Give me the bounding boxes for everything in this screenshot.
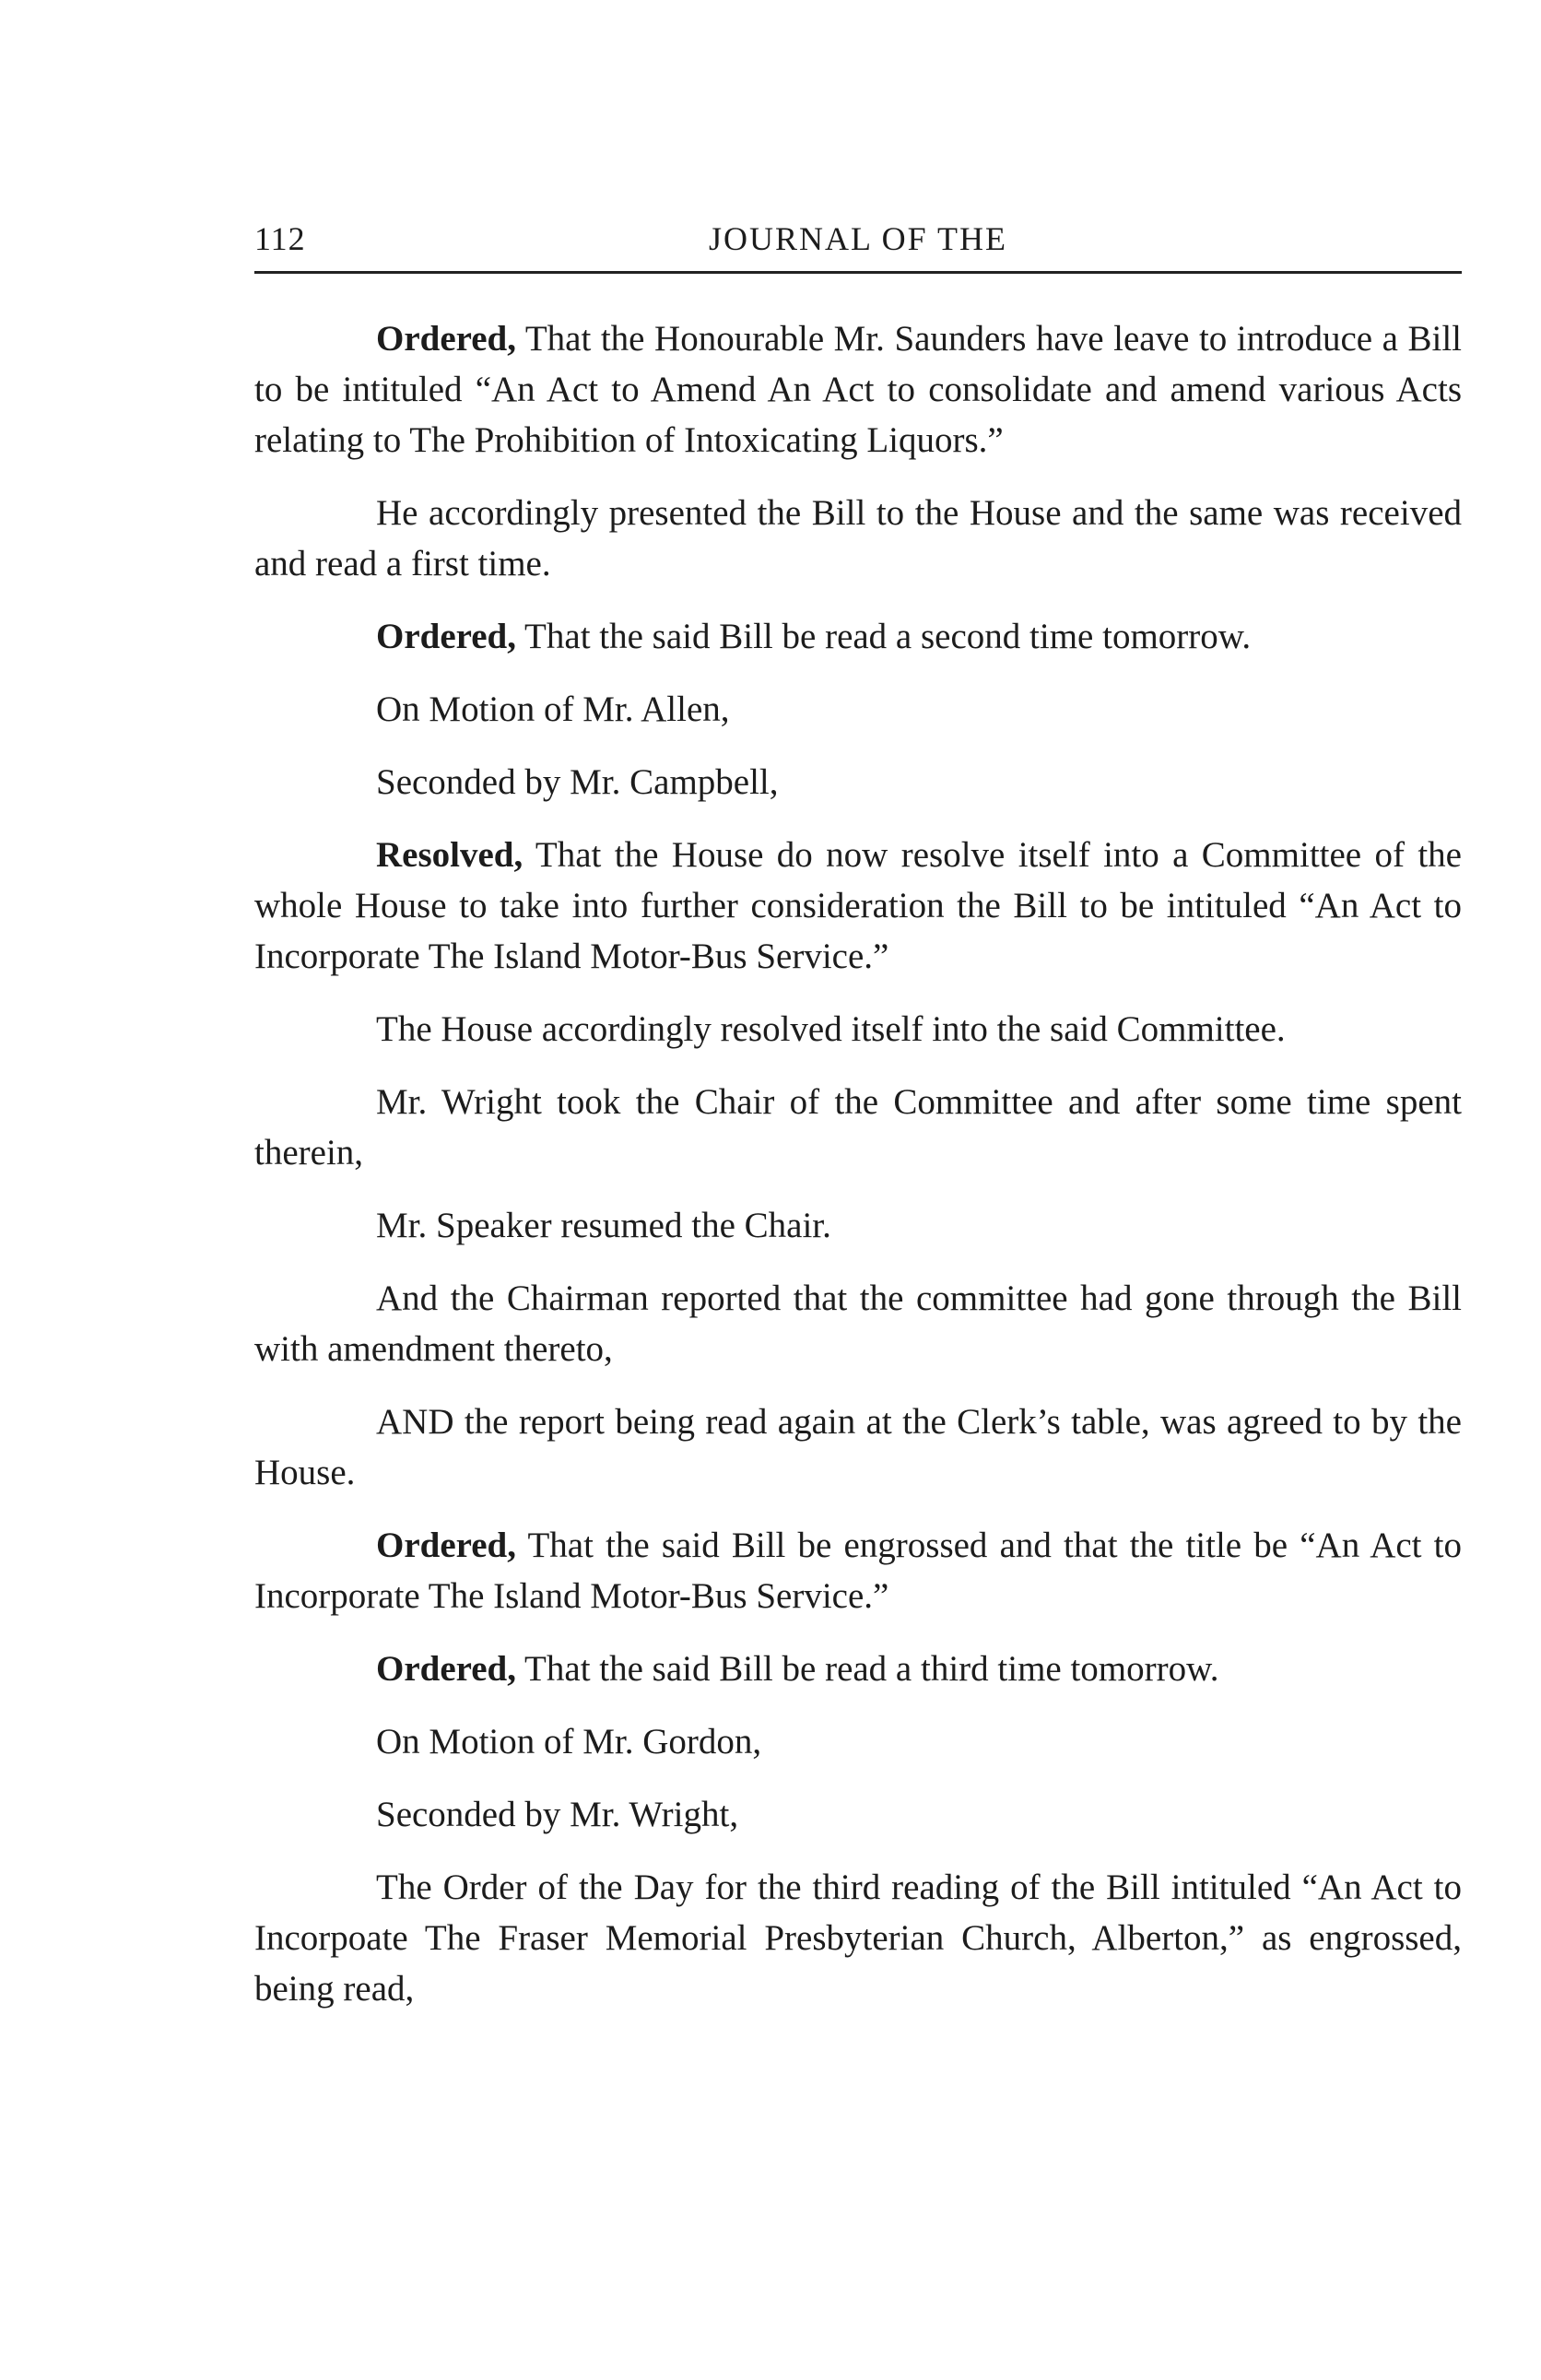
paragraph-ordered-saunders-bill	[254, 313, 1462, 465]
paragraph-lead: Ordered,	[376, 1526, 517, 1565]
paragraph-text: He accordingly presented the Bill to the House and the same was received and read a first time.	[254, 493, 1462, 583]
paragraph-text: Seconded by Mr. Wright,	[376, 1795, 739, 1834]
journal-body	[254, 313, 1462, 2036]
header-rule	[254, 271, 1462, 274]
paragraph-seconded-campbell	[254, 757, 1462, 807]
paragraph-text: That the Honourable Mr. Saunders have leave to introduce a Bill to be intituled “An Act to Amend An Act to consolidate and amend various Acts relating to The Prohibition of Intoxicating Liquors.”	[254, 319, 1462, 460]
paragraph-text: The Order of the Day for the third reading of the Bill intituled “An Act to Incorpoate The Fraser Memorial Presbyterian Church, Alberton,” as engrossed, being read,	[254, 1867, 1462, 2009]
paragraph-house-resolved	[254, 1004, 1462, 1055]
paragraph-lead: Ordered,	[376, 1649, 517, 1689]
paragraph-report-agreed	[254, 1396, 1462, 1498]
paragraph-seconded-wright	[254, 1789, 1462, 1840]
running-title: JOURNAL OF THE	[708, 220, 1007, 257]
paragraph-lead: Resolved,	[376, 835, 523, 875]
page-number: 112	[254, 220, 306, 257]
paragraph-order-of-day	[254, 1862, 1462, 2014]
paragraph-text: That the said Bill be read a second time tomorrow.	[516, 617, 1252, 656]
paragraph-lead: Ordered,	[376, 319, 517, 359]
paragraph-text: On Motion of Mr. Allen,	[376, 689, 730, 729]
paragraph-ordered-engrossed	[254, 1520, 1462, 1621]
paragraph-bill-presented	[254, 488, 1462, 589]
paragraph-text: Mr. Speaker resumed the Chair.	[376, 1206, 831, 1245]
paragraph-wright-chair	[254, 1077, 1462, 1178]
paragraph-text: AND the report being read again at the Clerk’s table, was agreed to by the House.	[254, 1402, 1462, 1492]
paragraph-motion-allen	[254, 684, 1462, 735]
paragraph-text: The House accordingly resolved itself into the said Committee.	[376, 1009, 1286, 1049]
paragraph-lead: Ordered,	[376, 617, 517, 656]
paragraph-chairman-reported	[254, 1273, 1462, 1374]
paragraph-resolved-committee	[254, 830, 1462, 982]
paragraph-text: That the said Bill be engrossed and that the title be “An Act to Incorporate The Island Motor-Bus Service.”	[254, 1526, 1462, 1616]
paragraph-ordered-second-reading	[254, 611, 1462, 662]
paragraph-text: On Motion of Mr. Gordon,	[376, 1722, 762, 1761]
paragraph-text: Mr. Wright took the Chair of the Committee and after some time spent therein,	[254, 1082, 1462, 1172]
paragraph-speaker-resumed	[254, 1200, 1462, 1251]
paragraph-ordered-third-reading	[254, 1644, 1462, 1694]
paragraph-motion-gordon	[254, 1716, 1462, 1767]
paragraph-text: And the Chairman reported that the committee had gone through the Bill with amendment thereto,	[254, 1278, 1462, 1369]
page-header	[254, 210, 1462, 267]
paragraph-text: That the House do now resolve itself into a Committee of the whole House to take into further consideration the Bill to be intituled “An Act to Incorporate The Island Motor-Bus Service.”	[254, 835, 1462, 976]
paragraph-text: That the said Bill be read a third time tomorrow.	[516, 1649, 1219, 1689]
paragraph-text: Seconded by Mr. Campbell,	[376, 762, 779, 802]
